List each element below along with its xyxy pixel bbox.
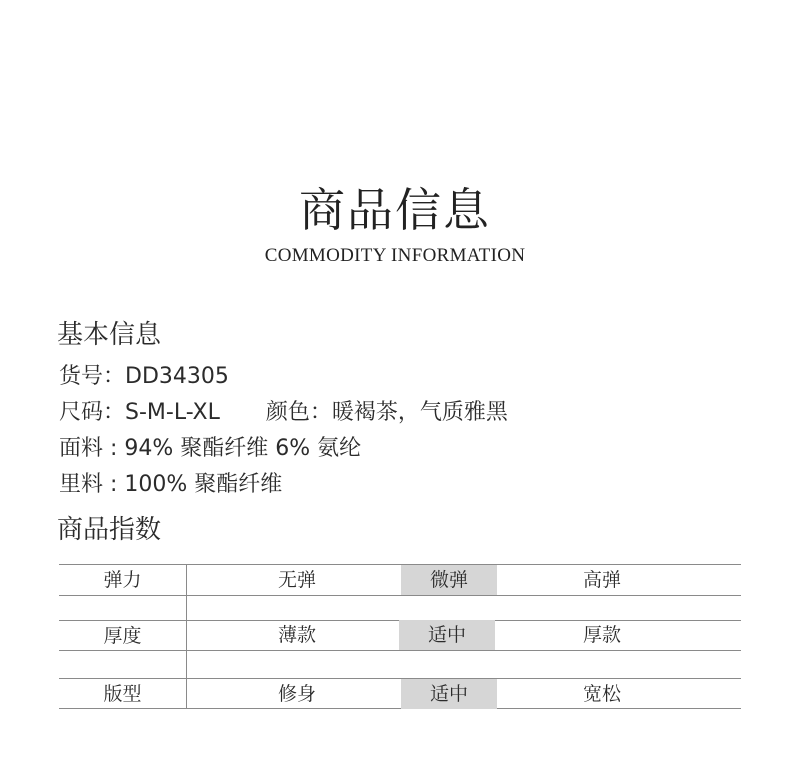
index-option: 薄款: [277, 624, 316, 646]
size-text: 尺码：S-M-L-XL: [59, 400, 220, 425]
lining-line: 里料 : 100% 聚酯纤维: [59, 472, 283, 497]
color-text: 颜色：暖褐茶，气质雅黑: [265, 400, 508, 425]
index-option-selected: 微弹: [401, 565, 497, 595]
table-row-label: 厚度: [103, 625, 142, 647]
index-table: [59, 564, 741, 709]
basic-info-heading: 基本信息: [57, 320, 162, 350]
index-option: 修身: [277, 683, 316, 705]
table-divider: [186, 564, 187, 708]
table-row-label: 弹力: [103, 569, 142, 591]
index-option-selected: 适中: [401, 679, 497, 709]
index-option-selected: 适中: [399, 620, 495, 650]
table-row-label: 版型: [103, 683, 142, 705]
index-option: 高弹: [582, 569, 621, 591]
table-rule: [59, 595, 741, 596]
index-heading: 商品指数: [57, 515, 162, 545]
fabric-line: 面料 : 94% 聚酯纤维 6% 氨纶: [59, 436, 362, 461]
index-option: 宽松: [582, 683, 621, 705]
index-option: 厚款: [582, 624, 621, 646]
item-number-line: 货号：DD34305: [59, 364, 229, 389]
size-color-line: [59, 398, 508, 428]
page-title-zh: 商品信息: [299, 183, 491, 237]
index-option: 无弹: [277, 569, 316, 591]
page-title-en: COMMODITY INFORMATION: [264, 245, 526, 266]
